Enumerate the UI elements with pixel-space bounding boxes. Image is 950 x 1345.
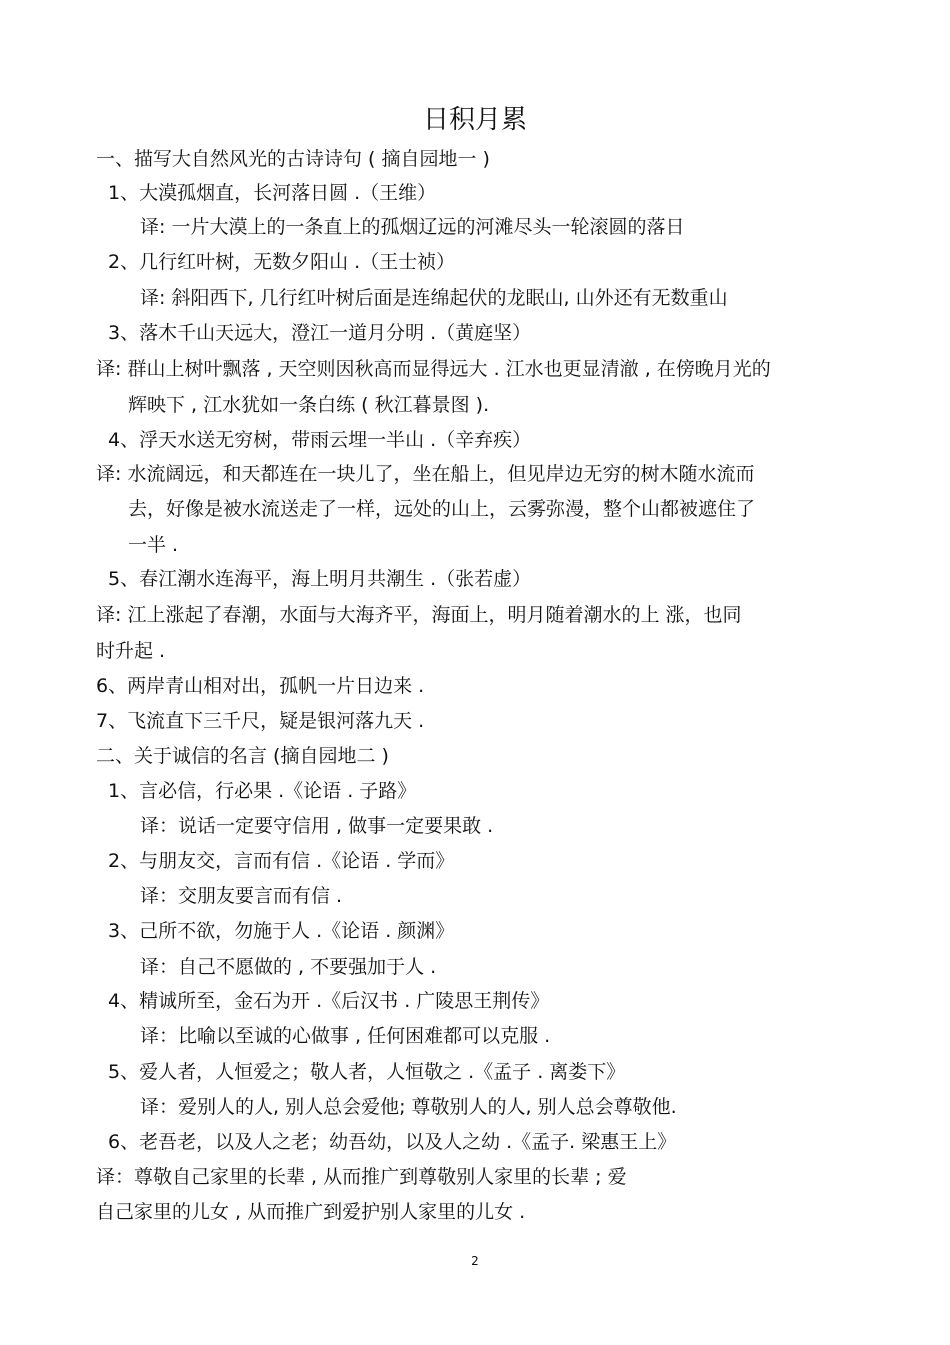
- poem-line-4: 4、浮天水送无穷树，带雨云埋一半山 .（辛弃疾）: [108, 429, 532, 451]
- translation-line: 译: 水流阔远，和天都连在一块儿了，坐在船上，但见岸边无穷的树木随水流而: [96, 463, 755, 485]
- quote-line-6: 6、老吾老，以及人之老；幼吾幼，以及人之幼 .《孟子. 梁惠王上》: [108, 1131, 677, 1153]
- translation-line: 译：自己不愿做的 , 不要强加于人 .: [140, 956, 437, 978]
- translation-line: 译：爱别人的人, 别人总会爱他; 尊敬别人的人, 别人总会尊敬他.: [140, 1096, 677, 1118]
- poem-line-5: 5、春江潮水连海平，海上明月共潮生 .（张若虚）: [108, 568, 532, 590]
- translation-line: 译: 江上涨起了春潮，水面与大海齐平，海面上，明月随着潮水的上 涨，也同: [96, 604, 742, 626]
- page-number: 2: [471, 1254, 479, 1268]
- quote-line-1: 1、言必信，行必果 .《论语 . 子路》: [108, 780, 417, 802]
- translation-line-cont: 自己家里的儿女 , 从而推广到爱护别人家里的儿女 .: [96, 1201, 526, 1223]
- poem-line-2: 2、几行红叶树，无数夕阳山 .（王士祯）: [108, 251, 456, 273]
- translation-line: 译：说话一定要守信用 , 做事一定要果敢 .: [140, 815, 494, 837]
- poem-line-1: 1、大漠孤烟直，长河落日圆 .（王维）: [108, 182, 437, 204]
- page-title: 日积月累: [422, 105, 527, 135]
- section-heading-2: 二、关于诚信的名言 (摘自园地二 ): [96, 745, 389, 767]
- quote-line-2: 2、与朋友交，言而有信 .《论语 . 学而》: [108, 850, 455, 872]
- translation-line: 译: 一片大漠上的一条直上的孤烟辽远的河滩尽头一轮滚圆的落日: [140, 216, 685, 238]
- section-heading-1: 一、描写大自然风光的古诗诗句 ( 摘自园地一 ): [96, 148, 490, 170]
- quote-line-3: 3、己所不欲，勿施于人 .《论语 . 颜渊》: [108, 920, 455, 942]
- poem-line-3: 3、落木千山天远大，澄江一道月分明 .（黄庭坚）: [108, 322, 532, 344]
- translation-line: 译：尊敬自己家里的长辈 , 从而推广到尊敬别人家里的长辈 ; 爱: [96, 1166, 627, 1188]
- translation-line-cont: 一半 .: [128, 534, 179, 556]
- quote-line-5: 5、爱人者，人恒爱之；敬人者，人恒敬之 .《孟子 . 离娄下》: [108, 1061, 626, 1083]
- translation-line: 译：交朋友要言而有信 .: [140, 885, 343, 907]
- poem-line-6: 6、两岸青山相对出，孤帆一片日边来 .: [96, 675, 425, 697]
- translation-line: 译: 群山上树叶飘落 , 天空则因秋高而显得远大 . 江水也更显清澈 , 在傍晚月光的: [96, 358, 771, 380]
- translation-line-cont: 时升起 .: [96, 640, 166, 662]
- translation-line: 译: 斜阳西下, 几行红叶树后面是连绵起伏的龙眠山, 山外还有无数重山: [140, 287, 728, 309]
- translation-line-cont: 辉映下 , 江水犹如一条白练 ( 秋江暮景图 ).: [128, 394, 490, 416]
- translation-line-cont: 去，好像是被水流送走了一样，远处的山上，云雾弥漫，整个山都被遮住了: [128, 498, 756, 520]
- translation-line: 译：比喻以至诚的心做事 , 任何困难都可以克服 .: [140, 1025, 551, 1047]
- poem-line-7: 7、飞流直下三千尺，疑是银河落九天 .: [96, 710, 425, 732]
- quote-line-4: 4、精诚所至，金石为开 .《后汉书 . 广陵思王荆传》: [108, 990, 550, 1012]
